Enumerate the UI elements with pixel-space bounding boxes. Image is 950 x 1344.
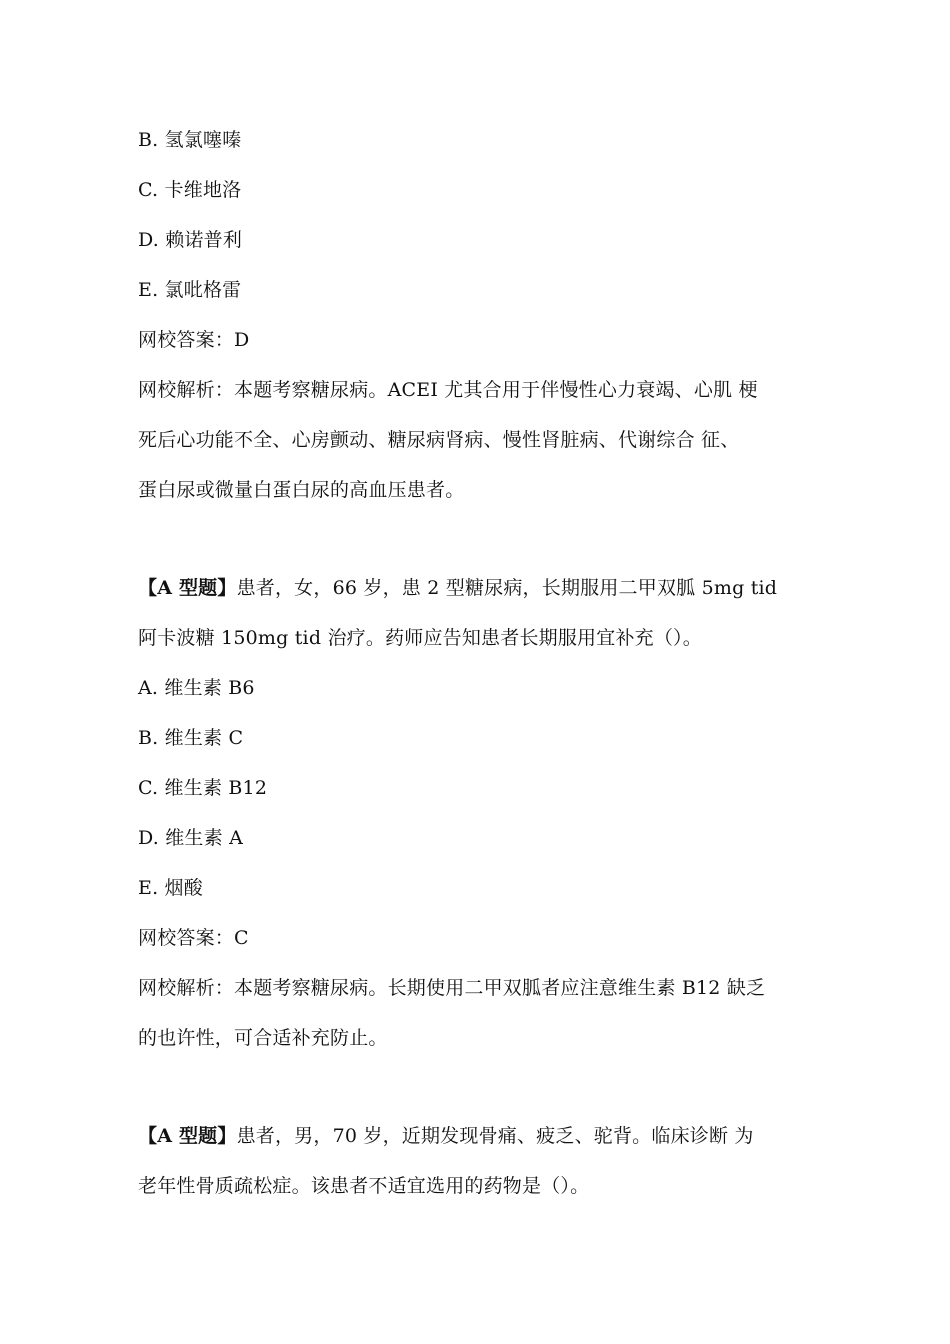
- q2-option-a: A. 维生素 B6: [138, 677, 255, 699]
- q2-option-e: E. 烟酸: [138, 877, 203, 899]
- q2-analysis-line-1: 网校解析：本题考察糖尿病。长期使用二甲双胍者应注意维生素 B12 缺乏: [138, 977, 766, 999]
- q1-option-e: E. 氯吡格雷: [138, 279, 242, 301]
- q1-analysis-line-1: 网校解析：本题考察糖尿病。ACEI 尤其合用于伴慢性心力衰竭、心肌 梗: [138, 379, 758, 401]
- q1-option-b: B. 氢氯噻嗪: [138, 129, 242, 151]
- q2-type-tag: 【A 型题】: [138, 577, 237, 599]
- q1-answer: 网校答案：D: [138, 329, 250, 351]
- q2-option-d: D. 维生素 A: [138, 827, 243, 849]
- q3-stem-line-1: [138, 1123, 828, 1149]
- q2-option-b: B. 维生素 C: [138, 727, 244, 749]
- q1-option-c: C. 卡维地洛: [138, 179, 242, 201]
- q3-type-tag: 【A 型题】: [138, 1125, 237, 1147]
- q2-answer: 网校答案：C: [138, 927, 249, 949]
- q2-stem-line-2: 阿卡波糖 150mg tid 治疗。药师应告知患者长期服用宜补充（）。: [138, 627, 702, 649]
- q1-option-d: D. 赖诺普利: [138, 229, 243, 251]
- q1-analysis-line-3: 蛋白尿或微量白蛋白尿的高血压患者。: [138, 479, 465, 501]
- q2-stem-line-1: [138, 575, 828, 601]
- q2-stem-text-1: 患者，女，66 岁，患 2 型糖尿病，长期服用二甲双胍 5mg tid: [236, 577, 778, 599]
- q1-analysis-line-2: 死后心功能不全、心房颤动、糖尿病肾病、慢性肾脏病、代谢综合 征、: [138, 429, 740, 451]
- q2-analysis-line-2: 的也许性，可合适补充防止。: [138, 1027, 388, 1049]
- q2-option-c: C. 维生素 B12: [138, 777, 268, 799]
- q3-stem-line-2: 老年性骨质疏松症。该患者不适宜选用的药物是（）。: [138, 1175, 590, 1197]
- q3-stem-text-1: 患者，男，70 岁，近期发现骨痛、疲乏、驼背。临床诊断 为: [236, 1125, 754, 1147]
